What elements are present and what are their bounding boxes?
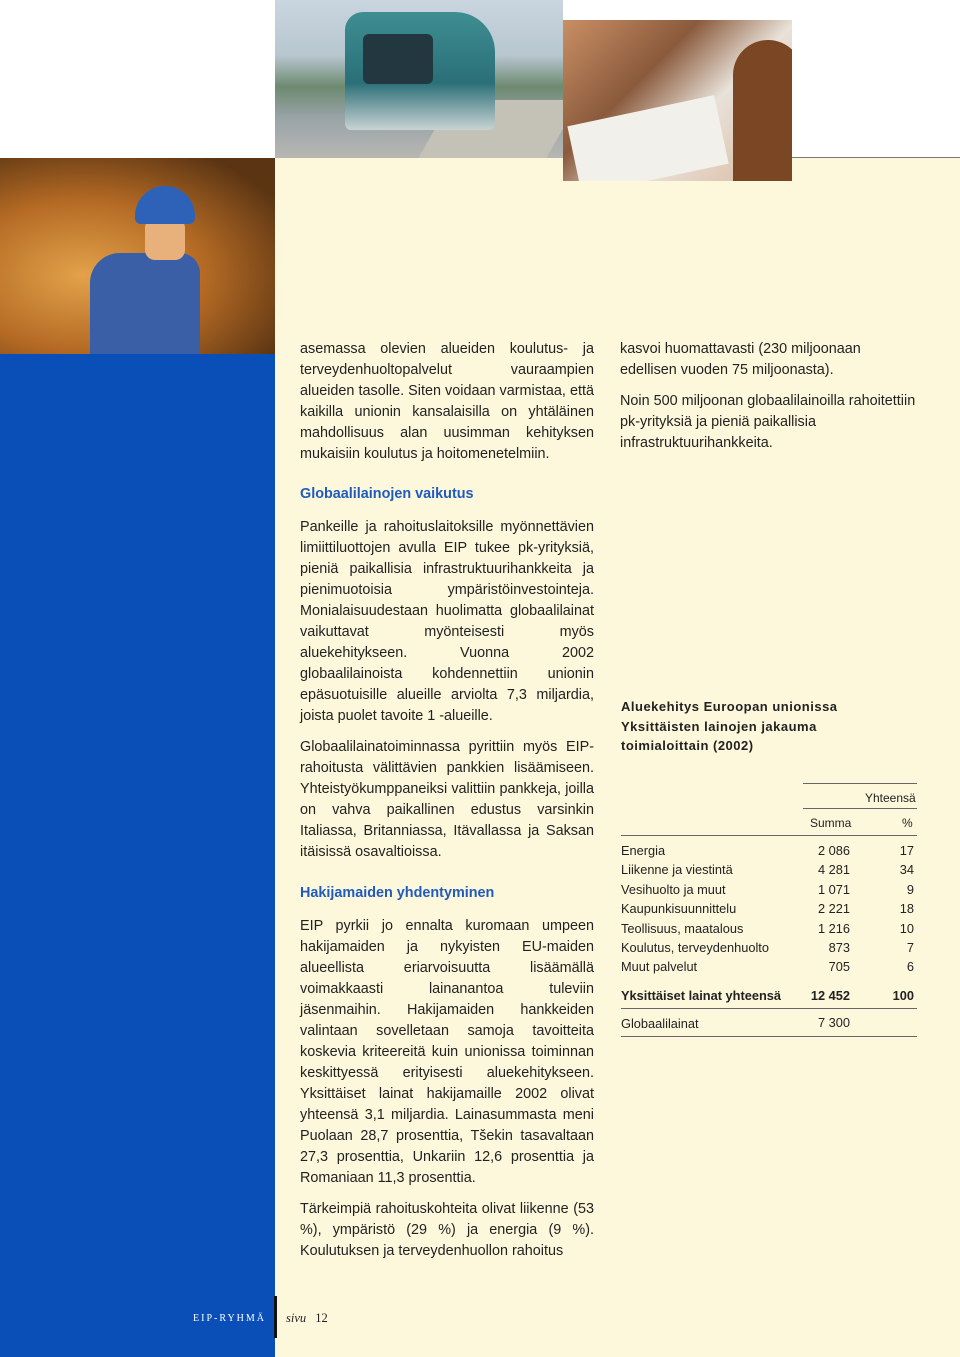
table-row-percent: 7 [906, 940, 914, 955]
hair-shape [733, 40, 792, 181]
table-row-sum: 705 [828, 959, 850, 974]
table-row-label: Teollisuus, maatalous [621, 921, 744, 936]
heading-global-loans: Globaalilainojen vaikutus [300, 486, 474, 502]
table-title-line-2: Yksittäisten lainojen jakauma [621, 718, 817, 734]
tram-photo [275, 0, 563, 158]
global-loans-label: Globaalilainat [621, 1016, 699, 1031]
tram-window-shape [363, 34, 433, 84]
total-label: Yksittäiset lainat yhteensä [621, 988, 782, 1003]
table-row-percent: 34 [899, 862, 914, 877]
table-title-line-1: Aluekehitys Euroopan unionissa [621, 699, 838, 714]
table-row-percent: 9 [906, 882, 914, 897]
table-row-sum: 873 [828, 940, 850, 955]
footer-publisher: EIP-RYHMÄ [193, 1313, 267, 1324]
header-bottom-rule [621, 835, 917, 836]
page-number-value: 12 [315, 1311, 328, 1325]
global-loans-sum: 7 300 [817, 1015, 850, 1030]
blue-side-bar [0, 354, 275, 1357]
table-row-percent: 10 [899, 921, 914, 936]
candidate-countries-paragraph-1: EIP pyrkii jo ennalta kuromaan umpeen hakijamaiden ja nykyisten EU-maiden alueellista eriarvoisuutta lisäämällä voimakkaasti lainanantoa tuleviin jäsenmaihin. Hakijamaiden hankkeiden valintaan sovelletaan samoja tavoitteita koskevia kriteereitä kuin unionissa toiminnan keskittyessä erityisesti aluekehitykseen. Yksittäiset lainat hakijamaille 2002 olivat yhteensä 3,1 miljardia. Lainasummasta meni Puolaan 28,7 prosenttia, Tšekin tasavaltaan 27,3 prosenttia, Unkariin 12,6 prosenttia ja Romaniaan 11,3 prosenttia. [300, 918, 594, 1186]
total-rule [621, 1008, 917, 1009]
students-photo [563, 20, 792, 181]
table-row-sum: 1 216 [817, 921, 850, 936]
worker-body-shape [90, 253, 200, 354]
loan-distribution-table [621, 783, 917, 1043]
table-row-sum: 4 281 [817, 862, 850, 877]
intro-text: asemassa olevien alueiden koulutus- ja terveydenhuoltopalvelut vauraampien alueiden tasolle. Siten voidaan varmistaa, että kaikilla unionin kansalaisilla on yhtäläinen mahdollisuus alan uusimman kehityksen mukaisiin koulutus ja hoitomenetelmiin. [300, 341, 594, 462]
table-top-rule [803, 783, 917, 784]
header-total: Yhteensä [865, 791, 916, 805]
table-row-label: Kaupunkisuunnittelu [621, 901, 737, 916]
table-row-sum: 1 071 [817, 882, 850, 897]
table-bottom-rule [621, 1036, 917, 1037]
total-sum: 12 452 [810, 988, 850, 1003]
total-percent: 100 [892, 988, 914, 1003]
right-paragraph-2: Noin 500 miljoonan globaalilainoilla rahoitettiin pk-yrityksiä ja pieniä paikallisia infrastruktuurihankkeita. [620, 393, 916, 451]
footer-rule [274, 1296, 277, 1338]
paper-shape [567, 95, 728, 181]
header-percent: % [902, 816, 913, 830]
global-loans-paragraph-2: Globaalilainatoiminnassa pyrittiin myös EIP-rahoitusta välittävien pankkien lisäämiseen. Yhteistyökumppaneiksi valittiin pankkeja, joilla on vahva paikallinen edustus varsinkin Italiassa, Britanniassa, Itävallassa ja Saksan itäisissä osavaltioissa. [300, 739, 594, 860]
table-row-percent: 6 [906, 959, 914, 974]
intro-paragraph [300, 339, 594, 465]
table-title [621, 697, 838, 756]
right-paragraph-1: kasvoi huomattavasti (230 miljoonaan edellisen vuoden 75 miljoonasta). [620, 341, 861, 378]
header-group-rule [803, 808, 917, 809]
table-title-line-3: toimialoittain (2002) [621, 738, 754, 753]
table-row-label: Koulutus, terveydenhuolto [621, 940, 769, 955]
global-loans-paragraph-1: Pankeille ja rahoituslaitoksille myönnettävien limiittiluottojen avulla EIP tukee pk-yrityksiä, pieniä paikallisia infrastruktuurihankkeita ja pienimuotoisia ympäristöinvestointeja. Monialaisuudestaan huolimatta globaalilainat vaikuttavat myönteisesti myös aluekehitykseen. Vuonna 2002 globaalilainoista kohdennettiin unionin epäsuotuisille alueille arviolta 7,3 miljardia, joista puolet tavoite 1 -alueille. [300, 519, 594, 724]
table-row-label: Liikenne ja viestintä [621, 862, 733, 877]
candidate-countries-paragraph-2: Tärkeimpiä rahoituskohteita olivat liikenne (53 %), ympäristö (29 %) ja energia (9 %). Koulutuksen ja terveydenhuollon rahoitus [300, 1201, 594, 1259]
page-number [286, 1311, 328, 1326]
top-rule [792, 157, 960, 158]
table-row-percent: 17 [899, 843, 914, 858]
table-row-sum: 2 221 [817, 901, 850, 916]
table-row-percent: 18 [899, 901, 914, 916]
right-column-text [620, 339, 916, 454]
worker-photo [0, 158, 275, 354]
table-row-sum: 2 086 [817, 843, 850, 858]
heading-candidate-countries: Hakijamaiden yhdentyminen [300, 885, 495, 901]
candidate-countries-body [300, 916, 594, 1262]
table-row-label: Muut palvelut [621, 959, 698, 974]
table-row-label: Vesihuolto ja muut [621, 882, 726, 897]
table-row-label: Energia [621, 843, 666, 858]
page-word: sivu [286, 1311, 307, 1325]
global-loans-body [300, 517, 594, 863]
worker-face-shape [145, 218, 185, 260]
header-sum: Summa [810, 816, 852, 830]
helmet-shape [135, 186, 195, 224]
